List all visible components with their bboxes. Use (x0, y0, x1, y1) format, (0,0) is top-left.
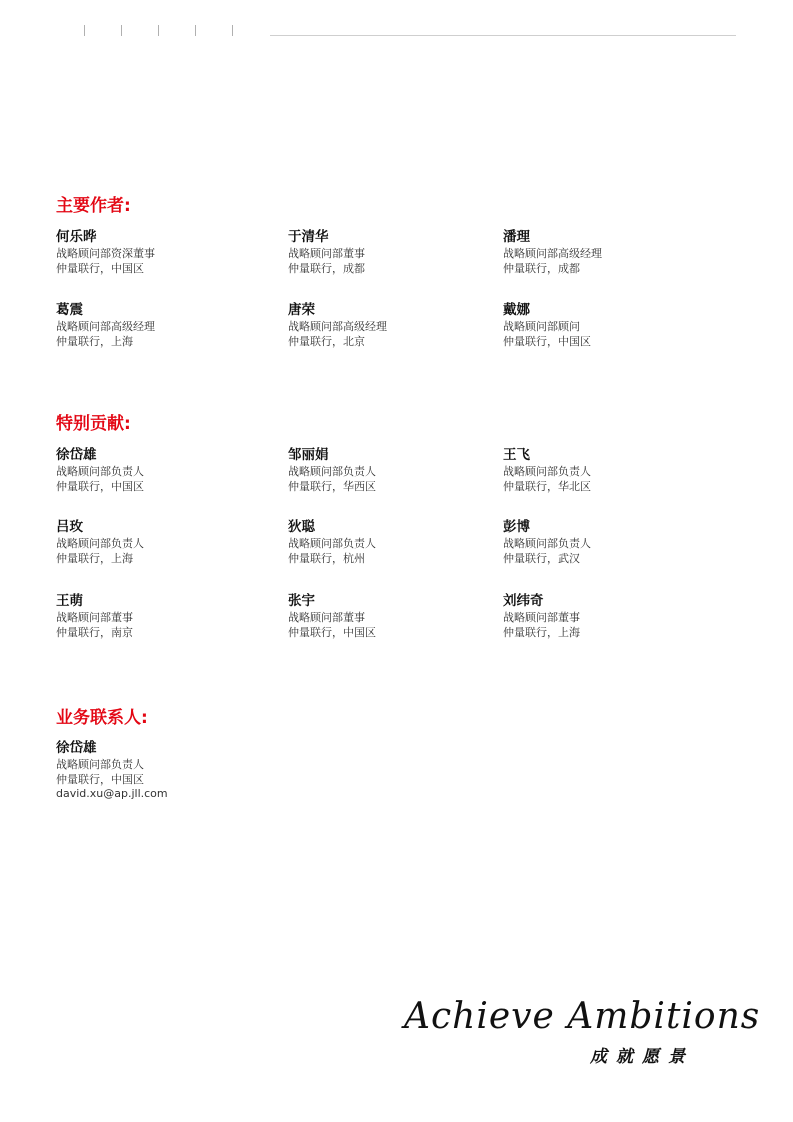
person-org: 仲量联行，上海 (56, 551, 133, 565)
author-card (503, 301, 703, 349)
person-title: 战略顾问部负责人 (56, 537, 144, 550)
contributor-card (503, 592, 703, 640)
author-card (56, 301, 256, 349)
author-card (503, 228, 703, 276)
special-contributions-heading: 特别贡献: (56, 414, 131, 434)
person-name: 何乐晔 (56, 229, 97, 245)
person-title: 战略顾问部高级经理 (288, 320, 387, 333)
slogan-signature (400, 992, 761, 1072)
contact-card (56, 739, 256, 802)
person-org: 仲量联行，中国区 (56, 261, 144, 275)
person-title: 战略顾问部负责人 (288, 465, 376, 478)
contributor-card (56, 592, 256, 640)
contributor-card (288, 446, 488, 494)
person-title: 战略顾问部负责人 (288, 537, 376, 550)
person-title: 战略顾问部负责人 (56, 465, 144, 478)
person-org: 仲量联行，上海 (503, 625, 580, 639)
contributor-card (288, 518, 488, 566)
person-name: 葛震 (56, 302, 83, 318)
contributor-card (56, 518, 256, 566)
person-org: 仲量联行，杭州 (288, 551, 365, 565)
author-card (288, 301, 488, 349)
person-name: 王飞 (503, 447, 530, 463)
person-name: 潘理 (503, 229, 530, 245)
person-title: 战略顾问部董事 (503, 611, 580, 624)
person-title: 战略顾问部高级经理 (56, 320, 155, 333)
person-name: 王萌 (56, 593, 83, 609)
person-name: 吕玫 (56, 519, 83, 535)
person-name: 徐岱雄 (56, 447, 97, 463)
author-card (288, 228, 488, 276)
person-org: 仲量联行，华北区 (503, 479, 591, 493)
person-title: 战略顾问部负责人 (503, 465, 591, 478)
header-rule (270, 35, 736, 36)
person-title: 战略顾问部董事 (288, 611, 365, 624)
person-name: 于清华 (288, 229, 329, 245)
header-tick-mark (121, 25, 122, 36)
header-tick-mark (158, 25, 159, 36)
header-tick-mark (195, 25, 196, 36)
person-org: 仲量联行，中国区 (503, 334, 591, 348)
person-name: 邹丽娟 (288, 447, 329, 463)
person-org: 仲量联行，成都 (503, 261, 580, 275)
person-name: 刘纬奇 (503, 593, 544, 609)
person-org: 仲量联行，南京 (56, 625, 133, 639)
person-org: 仲量联行，成都 (288, 261, 365, 275)
author-card (56, 228, 256, 276)
person-name: 彭博 (503, 519, 530, 535)
person-title: 战略顾问部顾问 (503, 320, 580, 333)
person-name: 唐荣 (288, 302, 315, 318)
contributor-card (503, 518, 703, 566)
person-name: 徐岱雄 (56, 740, 97, 756)
person-title: 战略顾问部负责人 (503, 537, 591, 550)
person-title: 战略顾问部高级经理 (503, 247, 602, 260)
person-org: 仲量联行，中国区 (56, 772, 144, 786)
contributor-card (288, 592, 488, 640)
person-org: 仲量联行，中国区 (56, 479, 144, 493)
person-org: 仲量联行，武汉 (503, 551, 580, 565)
person-title: 战略顾问部资深董事 (56, 247, 155, 260)
person-title: 战略顾问部董事 (288, 247, 365, 260)
header-tick-mark (232, 25, 233, 36)
person-title: 战略顾问部负责人 (56, 758, 144, 771)
person-org: 仲量联行，北京 (288, 334, 365, 348)
contributor-card (503, 446, 703, 494)
slogan-english: Achieve Ambitions (404, 996, 761, 1037)
person-name: 狄聪 (288, 519, 315, 535)
contact-email: david.xu@ap.jll.com (56, 787, 168, 800)
person-name: 张宇 (288, 593, 315, 609)
person-org: 仲量联行，华西区 (288, 479, 376, 493)
slogan-chinese: 成就愿景 (590, 1047, 694, 1067)
person-org: 仲量联行，中国区 (288, 625, 376, 639)
header-tick-mark (84, 25, 85, 36)
person-name: 戴娜 (503, 302, 530, 318)
person-org: 仲量联行，上海 (56, 334, 133, 348)
contributor-card (56, 446, 256, 494)
person-title: 战略顾问部董事 (56, 611, 133, 624)
main-authors-heading: 主要作者: (56, 196, 131, 216)
business-contact-heading: 业务联系人: (56, 708, 148, 728)
